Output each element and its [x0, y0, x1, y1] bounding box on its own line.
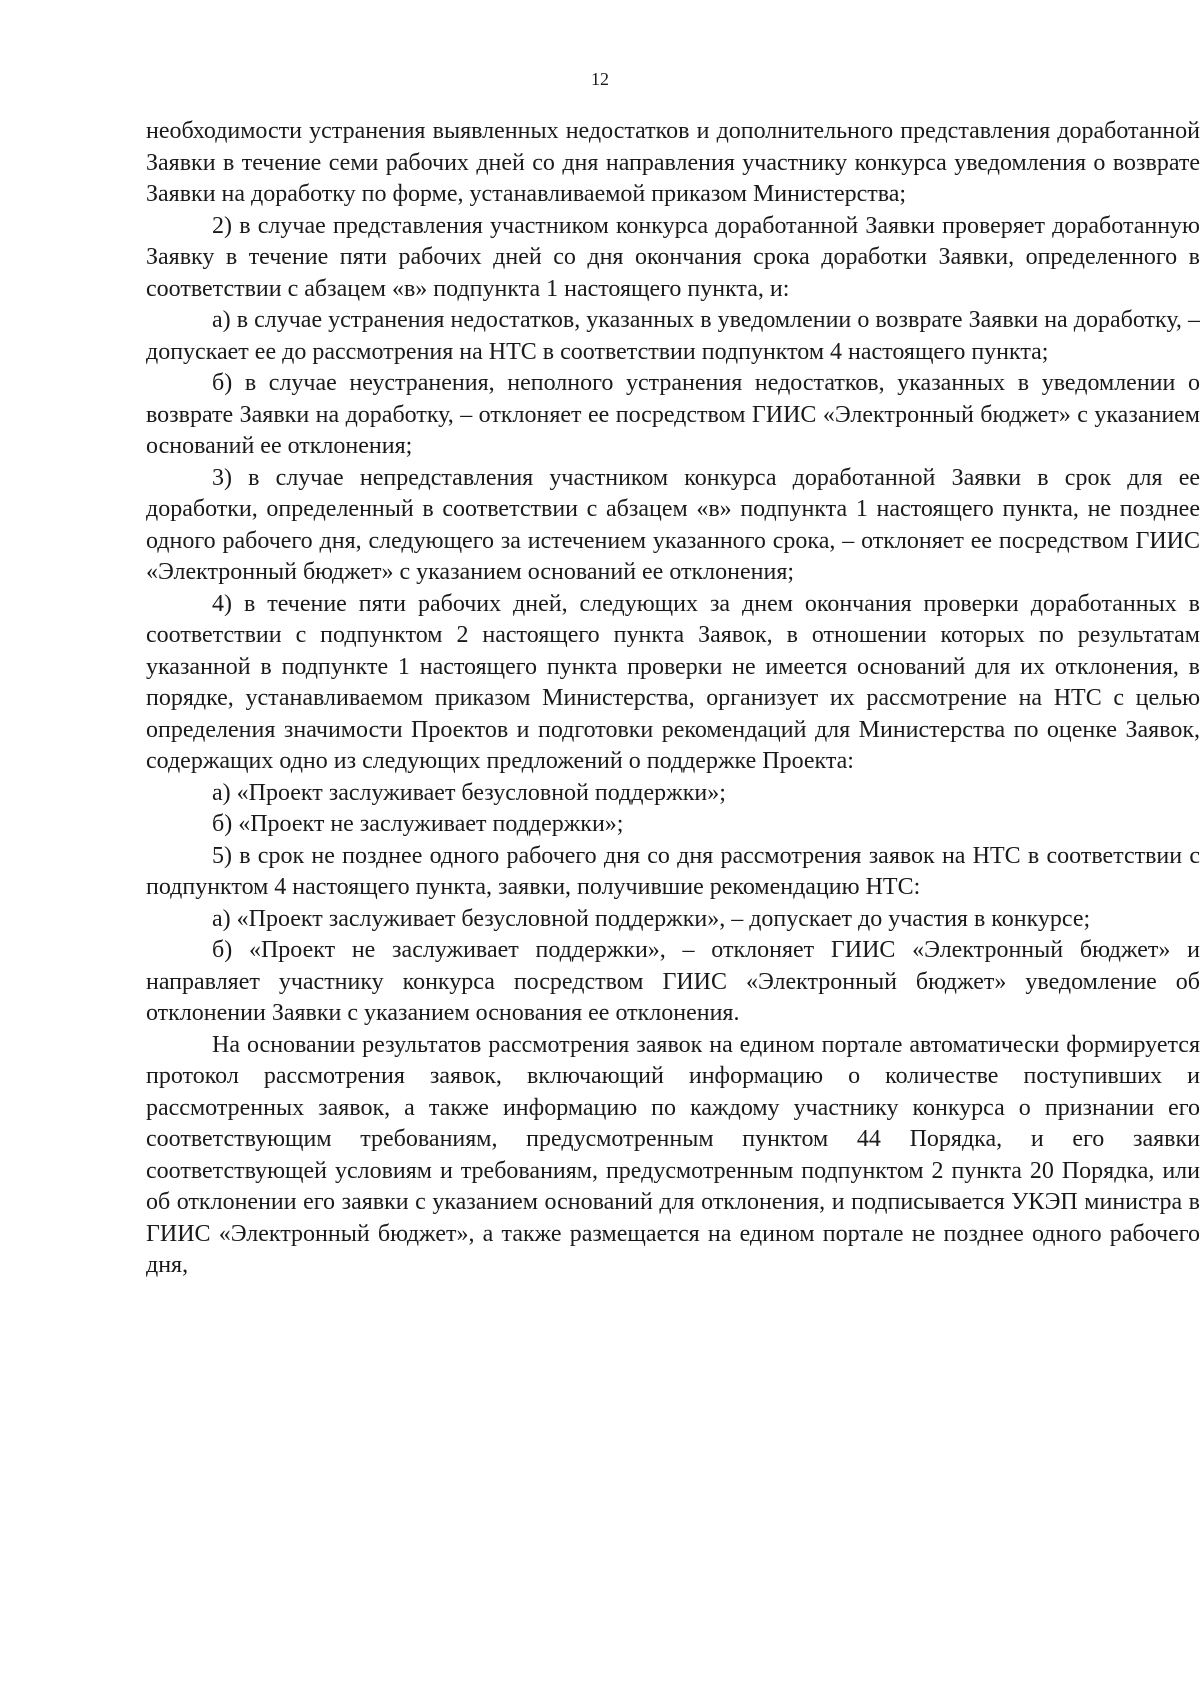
- paragraph: 2) в случае представления участником конкурса доработанной Заявки проверяет доработанную Заявку в течение пяти рабочих дней со дня окончания срока доработки Заявки, определенного в соответствии с абзацем «в» подпункта 1 настоящего пункта, и:: [146, 212, 1200, 302]
- paragraph: 5) в срок не позднее одного рабочего дня со дня рассмотрения заявок на НТС в соответствии с подпунктом 4 настоящего пункта, заявки, получившие рекомендацию НТС:: [146, 842, 1200, 900]
- document-body: [146, 116, 1200, 1282]
- paragraph: б) в случае неустранения, неполного устранения недостатков, указанных в уведомлении о возврате Заявки на доработку, – отклоняет ее посредством ГИИС «Электронный бюджет» с указанием оснований ее отклонения;: [146, 370, 1200, 459]
- paragraph: б) «Проект не заслуживает поддержки»;: [212, 811, 624, 837]
- paragraph: а) в случае устранения недостатков, указанных в уведомлении о возврате Заявки на доработку, – допускает ее до рассмотрения на НТС в соответствии подпунктом 4 настоящего пункта;: [146, 307, 1200, 365]
- paragraph: На основании результатов рассмотрения заявок на едином портале автоматически формируется протокол рассмотрения заявок, включающий информацию о количестве поступивших и рассмотренных заявок, а также информацию по каждому участнику конкурса о признании его соответствующим требованиям, предусмотренным пунктом 44 Порядка, и его заявки соответствующей условиям и требованиям, предусмотренным подпунктом 2 пункта 20 Порядка, или об отклонении его заявки с указанием оснований для отклонения, и подписывается УКЭП министра в ГИИС «Электронный бюджет», а также размещается на едином портале не позднее одного рабочего дня,: [146, 1031, 1200, 1278]
- page-number: 12: [591, 69, 609, 89]
- paragraph: б) «Проект не заслуживает поддержки», – отклоняет ГИИС «Электронный бюджет» и направляет участнику конкурса посредством ГИИС «Электронный бюджет» уведомление об отклонении Заявки с указанием основания ее отклонения.: [146, 937, 1200, 1026]
- paragraph: а) «Проект заслуживает безусловной поддержки», – допускает до участия в конкурсе;: [212, 905, 1091, 932]
- paragraph: необходимости устранения выявленных недостатков и дополнительного представления доработанной Заявки в течение семи рабочих дней со дня направления участнику конкурса уведомления о возврате Заявки на доработку по форме, устанавливаемой приказом Министерства;: [146, 118, 1200, 207]
- paragraph: а) «Проект заслуживает безусловной поддержки»;: [212, 779, 726, 806]
- paragraph: 4) в течение пяти рабочих дней, следующих за днем окончания проверки доработанных в соответствии с подпунктом 2 настоящего пункта Заявок, в отношении которых по результатам указанной в подпункте 1 настоящего пункта проверки не имеется оснований для их отклонения, в порядке, устанавливаемом приказом Министерства, организует их рассмотрение на НТС с целью определения значимости Проектов и подготовки рекомендаций для Министерства по оценке Заявок, содержащих одно из следующих предложений о поддержке Проекта:: [146, 590, 1200, 774]
- paragraph: 3) в случае непредставления участником конкурса доработанной Заявки в срок для ее доработки, определенный в соответствии с абзацем «в» подпункта 1 настоящего пункта, не позднее одного рабочего дня, следующего за истечением указанного срока, – отклоняет ее посредством ГИИС «Электронный бюджет» с указанием оснований ее отклонения;: [146, 464, 1200, 585]
